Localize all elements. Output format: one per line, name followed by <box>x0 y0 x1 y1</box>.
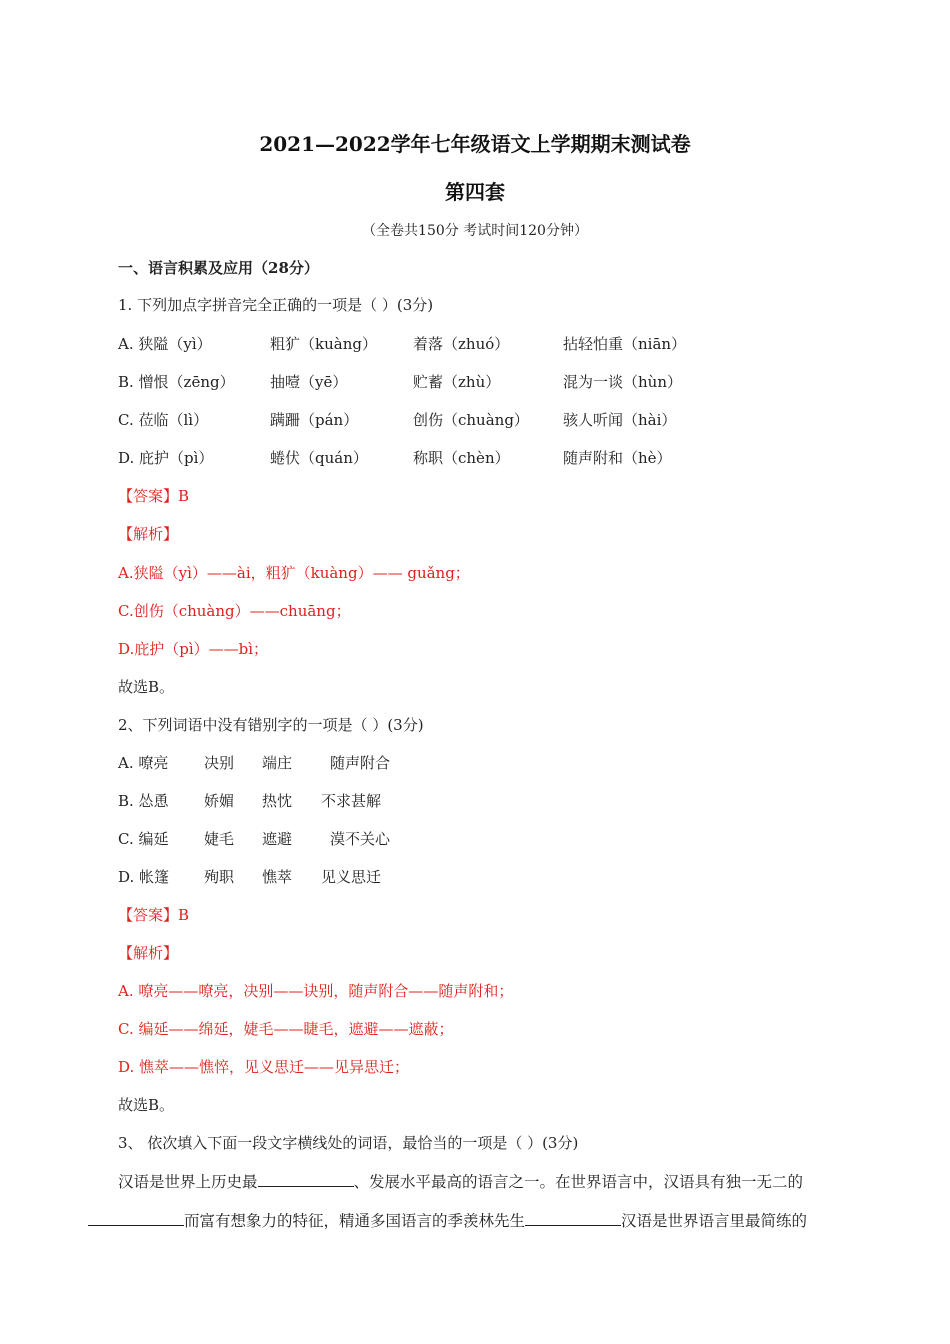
fill-blank-3 <box>525 1211 621 1226</box>
question-1-analysis-a: A.狭隘（yì）——ài，粗犷（kuàng）—— guǎng； <box>118 564 470 582</box>
question-1-analysis-label: 【解析】 <box>118 525 179 543</box>
question-2-analysis-c: C. 编延——绵延，婕毛——睫毛，遮避——遮蔽； <box>118 1020 454 1038</box>
set-title: 第四套 <box>445 180 505 204</box>
question-2-analysis-a: A. 嘹亮——嘹亮，决别——诀别，随声附合——随声附和； <box>118 982 514 1000</box>
question-3-stem: 3、 依次填入下面一段文字横线处的词语，最恰当的一项是（ ）(3分) <box>118 1134 579 1152</box>
section-heading: 一、语言积累及应用（28分） <box>118 259 319 277</box>
fill-blank-1 <box>258 1172 354 1187</box>
question-1-stem: 1. 下列加点字拼音完全正确的一项是（ ）(3分) <box>118 296 434 314</box>
fill-blank-2 <box>88 1211 184 1226</box>
question-2-conclusion: 故选B。 <box>118 1096 175 1114</box>
question-3-paragraph-line-1: 汉语是世界上历史最 、发展水平最高的语言之一。在世界语言中，汉语具有独一无二的 <box>118 1173 804 1191</box>
exam-page: 2021—2022学年七年级语文上学期期末测试卷 第四套 （全卷共150分 考试时间120分钟） 一、语言积累及应用（28分） 1. 下列加点字拼音完全正确的一项是（ ）(3分) A. 狭隘（yì） 粗犷（kuàng） 着落（zhuó） 拈轻怕重（niān） B. 憎恨（zēng） 抽噎（yē） 贮蓄（zhù） 混为一谈（hùn） C. 莅临（lì） 蹒跚（pán） 创伤（chuàng） 骇人听闻（hài） D. 庇护（pì） 蜷伏（quán） 称职（chèn） 随声附和（hè） 【答案】B 【解析】 A.狭隘（yì）——ài，粗犷（kuàng）—— guǎng； C.创伤（chuàng）——chuāng； D.庇护（pì）——bì； 故选B。 2、下列词语中没有错别字的一项是（ ）(3分) A. 嘹亮 决别 端庄 随声附合 B. 怂恿 娇媚 热忱 不求甚解 C. 编延 婕毛 遮避 漠不关心 D. 帐篷 殉职 憔萃 见义思迁 【答案】B 【解析】 A. 嘹亮——嘹亮，决别——诀别，随声附合——随声附和； C. 编延——绵延，婕毛——睫毛，遮避——遮蔽； D. 憔萃——憔悴，见义思迁——见异思迁； 故选B。 3、 依次填入下面一段文字横线处的词语，最恰当的一项是（ ）(3分) 汉语是世界上历史最 、发展水平最高的语言之一。在世界语言中，汉语具有独一无二的 而富有想象力的特征，精通多国语言的季羡林先生 汉语是世界语言里最简练的 <box>0 0 950 1344</box>
question-1-analysis-c: C.创伤（chuàng）——chuāng； <box>118 602 351 620</box>
question-3-paragraph-line-2: 而富有想象力的特征，精通多国语言的季羡林先生 汉语是世界语言里最简练的 <box>88 1209 807 1231</box>
question-2-answer: 【答案】B <box>118 906 190 924</box>
question-2-stem: 2、下列词语中没有错别字的一项是（ ）(3分) <box>118 716 424 734</box>
question-1-analysis-d: D.庇护（pì）——bì； <box>118 640 269 658</box>
question-1-conclusion: 故选B。 <box>118 678 175 696</box>
question-2-analysis-d: D. 憔萃——憔悴，见义思迁——见异思迁； <box>118 1058 410 1076</box>
question-2-analysis-label: 【解析】 <box>118 944 179 962</box>
exam-title: 2021—2022学年七年级语文上学期期末测试卷 <box>259 132 691 156</box>
exam-note: （全卷共150分 考试时间120分钟） <box>362 223 588 239</box>
question-1-answer: 【答案】B <box>118 487 190 505</box>
